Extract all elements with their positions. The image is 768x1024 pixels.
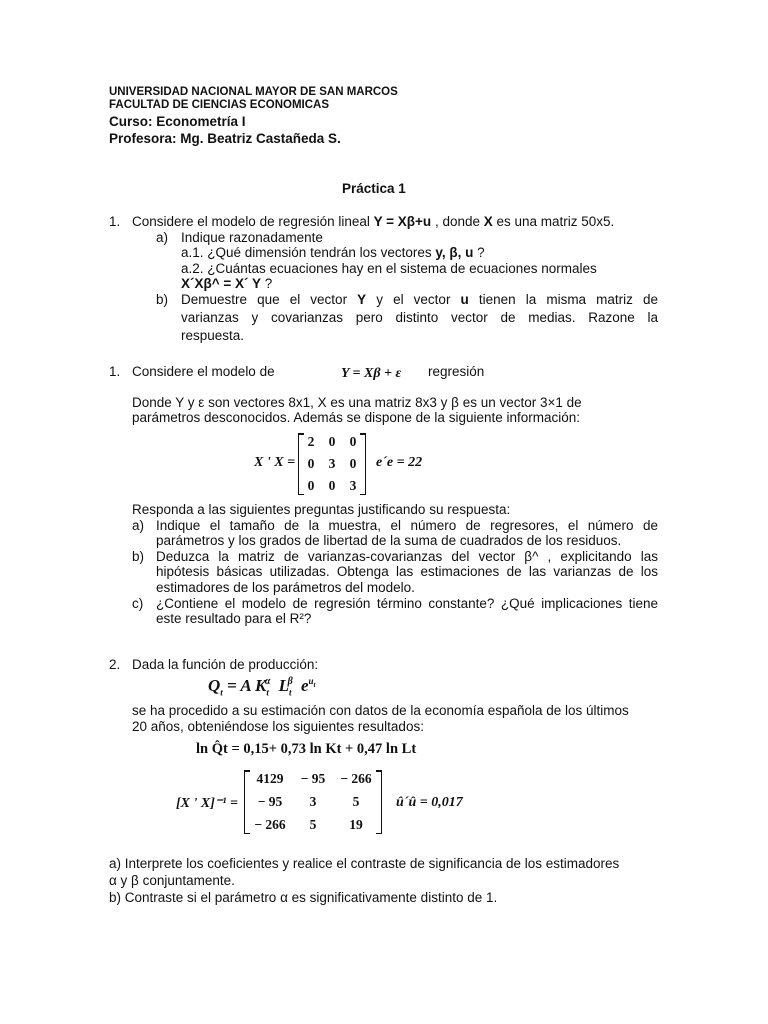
q2-number: 1. bbox=[109, 364, 121, 379]
matrix-cell: − 95 bbox=[300, 771, 326, 786]
q1-b-line1: Demuestre que el vector Y y el vector u tienen la misma matriz de bbox=[181, 292, 658, 307]
q2-line1: Donde Y y ε son vectores 8x1, X es una matriz 8x3 y β es un vector 3×1 de bbox=[132, 395, 582, 410]
matrix-cell: 0 bbox=[328, 478, 336, 493]
q2-respond: Responda a las siguientes preguntas justificando su respuesta: bbox=[132, 502, 511, 517]
matrix-cell: 3 bbox=[309, 794, 317, 809]
faculty-name: FACULTAD DE CIENCIAS ECONOMICAS bbox=[109, 99, 329, 111]
q3-b-line1: b) Contraste si el parámetro α es significativamente distinto de 1. bbox=[109, 890, 498, 905]
ee-value: e´e = 22 bbox=[376, 455, 423, 470]
uu-value: û´û = 0,017 bbox=[396, 795, 463, 810]
matrix-cell: 0 bbox=[307, 478, 315, 493]
q2-c-label: c) bbox=[132, 596, 144, 611]
q2-b-label: b) bbox=[132, 549, 145, 564]
matrix-cell: 0 bbox=[349, 434, 357, 449]
q2-a-label: a) bbox=[132, 518, 145, 533]
course-title: Curso: Econometría I bbox=[109, 114, 246, 129]
q3-line1: se ha procedido a su estimación con datos de la economía española de los últimos bbox=[132, 703, 629, 718]
university-name: UNIVERSIDAD NACIONAL MAYOR DE SAN MARCOS bbox=[109, 86, 398, 98]
matrix-cell: 0 bbox=[349, 456, 357, 471]
matrix-cell: 5 bbox=[352, 794, 360, 809]
q2-intro-post: regresión bbox=[428, 364, 485, 379]
q1-b-line2: varianzas y covarianzas pero distinto vector de medias. Razone la bbox=[181, 310, 658, 325]
q2-intro: Considere el modelo de bbox=[132, 364, 275, 379]
q1-b-line3: respuesta. bbox=[181, 328, 245, 343]
q2-b-line3: estimadores de los parámetros del modelo. bbox=[156, 580, 415, 595]
q2-b-line1: Deduzca la matriz de varianzas-covarianzas del vector β^ , explicitando las bbox=[156, 549, 658, 564]
q2-c-line1: ¿Contiene el modelo de regresión término constante? ¿Qué implicaciones tiene bbox=[156, 596, 658, 611]
estimated-equation: ln Q̂t = 0,15+ 0,73 ln Kt + 0,47 ln Lt bbox=[196, 741, 417, 757]
q2-a-line2: parámetros y los grados de libertad de la suma de cuadrados de los residuos. bbox=[156, 533, 622, 548]
q1-a-label: a) bbox=[156, 230, 169, 245]
matrix-cell: 3 bbox=[328, 456, 336, 471]
q2-b-line2: hipótesis básicas utilizadas. Obtenga las estimaciones de las varianzas de los bbox=[156, 564, 658, 579]
page-title: Práctica 1 bbox=[342, 181, 406, 196]
production-function-render: $Q_t = A$ $K_t^\alpha$ $L_t^\beta$ $e^{u_t}$ bbox=[208, 676, 316, 698]
matrix-cell: − 266 bbox=[254, 817, 286, 832]
q1-number: 1. bbox=[109, 214, 121, 229]
q3-number: 2. bbox=[109, 657, 121, 672]
matrix-cell: − 266 bbox=[340, 771, 372, 786]
q1-a2: a.2. ¿Cuántas ecuaciones hay en el sistema de ecuaciones normales bbox=[181, 261, 597, 276]
matrix-cell: 19 bbox=[349, 817, 363, 832]
q2-c-line2: este resultado para el R²? bbox=[156, 611, 312, 626]
q1-a1: a.1. ¿Qué dimensión tendrán los vectores y, β, u ? bbox=[181, 245, 485, 260]
matrix-cell: 0 bbox=[328, 434, 336, 449]
xx-matrix-label: X ' X = bbox=[254, 455, 296, 470]
q3-line2: 20 años, obteniéndose los siguientes resultados: bbox=[132, 719, 424, 734]
xx-inverse-matrix bbox=[244, 770, 382, 834]
q3-intro: Dada la función de producción: bbox=[132, 657, 319, 672]
q3-a-line1: a) Interprete los coeficientes y realice el contraste de significancia de los estimadores bbox=[109, 856, 620, 871]
matrix-cell: 2 bbox=[307, 434, 315, 449]
q2-a-line1: Indique el tamaño de la muestra, el número de regresores, el número de bbox=[156, 518, 658, 533]
q1-b-label: b) bbox=[156, 292, 169, 307]
q3-a-line2: α y β conjuntamente. bbox=[109, 873, 235, 888]
q1-intro: Considere el modelo de regresión lineal Y = Xβ+u , donde X es una matriz 50x5. bbox=[132, 214, 615, 229]
q2-model-equation: Y = Xβ + ε bbox=[341, 366, 402, 381]
xx-matrix bbox=[298, 433, 366, 495]
matrix-cell: − 95 bbox=[257, 794, 283, 809]
xx-inverse-label: [X ' X]⁻¹ = bbox=[176, 796, 238, 811]
matrix-cell: 3 bbox=[349, 478, 357, 493]
q1-a2-equation: X´Xβ^ = X´ Y ? bbox=[181, 276, 273, 291]
matrix-cell: 0 bbox=[307, 456, 315, 471]
matrix-cell: 4129 bbox=[256, 771, 284, 786]
q2-line2: parámetros desconocidos. Además se dispone de la siguiente información: bbox=[132, 410, 581, 425]
professor-name: Profesora: Mg. Beatriz Castañeda S. bbox=[109, 131, 341, 146]
matrix-cell: 5 bbox=[309, 817, 317, 832]
q1-a-text: Indique razonadamente bbox=[181, 230, 323, 245]
